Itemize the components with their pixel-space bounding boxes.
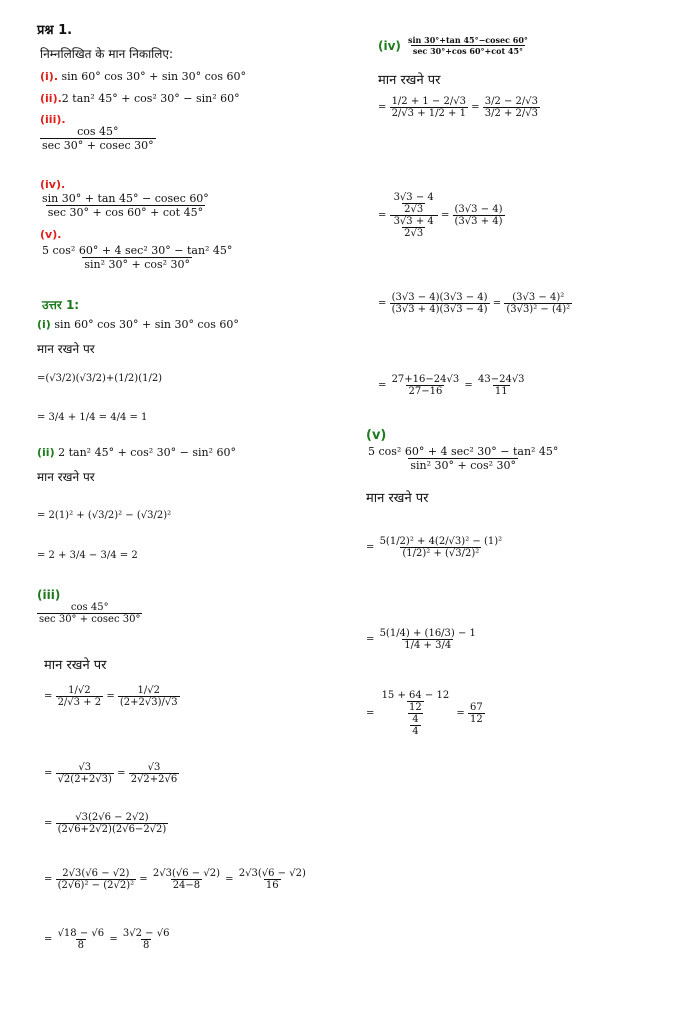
answer-ii-line xyxy=(37,446,236,459)
answer-iv-step2: = $\frac{\frac{3√3 - 4}{2√3}}{\frac{3√3 + 4}{2√3}}$ = $\frac{(3√3 - 4)}{(3√3 + 4)}$ xyxy=(378,192,503,239)
answer-v-s2-den: 1/4 + 3/4 xyxy=(404,640,452,651)
answer-ii-step2: = 2 + 3/4 − 3/4 = 2 xyxy=(37,550,138,561)
answer-i-expr: sin 60° cos 30° + sin 30° cos 60° xyxy=(54,318,239,331)
question-iii-fraction xyxy=(40,125,156,152)
question-heading: प्रश्न 1. xyxy=(37,23,73,38)
answer-v-step2: = $\frac{5(1/4) + (16/3) - 1}{1/4 + 3/4}$ xyxy=(366,628,476,651)
answer-v-fraction xyxy=(366,445,560,472)
answer-iv-s2-den-top: 3√3 + 4 xyxy=(393,216,434,227)
answer-iii-s1a: 1/√2 xyxy=(68,685,91,696)
answer-iv-den: sec 30°+cos 60°+cot 45° xyxy=(412,46,524,56)
answer-iii-s4-num-b: 2√3(√6 − √2) xyxy=(152,868,220,879)
answer-v-s1-num: 5(1/2)² + 4(2/√3)² − (1)² xyxy=(379,536,503,547)
question-v-num: 5 cos² 60° + 4 sec² 30° − tan² 45° xyxy=(42,244,233,257)
answer-iii-s5-num-b: 3√2 − √6 xyxy=(122,928,170,939)
answer-i-step1: =(√3/2)(√3/2)+(1/2)(1/2) xyxy=(37,373,163,384)
question-v-den: sin² 30° + cos² 30° xyxy=(84,258,191,271)
answer-iv-s3-den-a: (3√3 + 4)(3√3 − 4) xyxy=(391,304,488,315)
answer-iii-step1: = $\frac{1/√2}{2/√3 + 2}$ = $\frac{1/√2}{(2+2√3)/√3}$ xyxy=(44,685,178,708)
answer-iv-s2-den-bot: 2√3 xyxy=(404,228,424,239)
answer-ii-label: (ii) xyxy=(37,446,55,459)
answer-iii-s2-num-a: √3 xyxy=(78,762,92,773)
answer-iv-s2-rnum: (3√3 − 4) xyxy=(454,204,503,215)
question-ii xyxy=(40,92,240,105)
answer-iii-s3-num: √3(2√6 − 2√2) xyxy=(75,812,149,823)
question-i xyxy=(40,70,246,83)
answer-v-s3-num-bot: 12 xyxy=(409,702,422,713)
answer-iii-s1b: 2/√3 + 2 xyxy=(57,697,102,708)
answer-iv-step1: = $\frac{1/2 + 1 - 2/√3}{2/√3 + 1/2 + 1}$ = $\frac{3/2 - 2/√3}{3/2 + 2/√3}$ xyxy=(378,96,539,119)
answer-iv-step4: = $\frac{27+16-24√3}{27-16}$ = $\frac{43-24√3}{11}$ xyxy=(378,374,525,397)
question-iii-den: sec 30° + cosec 30° xyxy=(42,139,154,152)
answer-iv-s1-num-b: 3/2 − 2/√3 xyxy=(484,96,539,107)
answer-i-line xyxy=(37,318,239,331)
answer-iii-s5-num-a: √18 − √6 xyxy=(57,928,105,939)
answer-iv-s2-rden: (3√3 + 4) xyxy=(454,216,503,227)
answer-v-s2-num: 5(1/4) + (16/3) − 1 xyxy=(379,628,476,639)
answer-iv-s1-den-b: 3/2 + 2/√3 xyxy=(484,108,539,119)
answer-iii-step3: = $\frac{√3(2√6 - 2√2)}{(2√6+2√2)(2√6-2√2)}$ xyxy=(44,812,167,835)
answer-iv-num: sin 30°+tan 45°−cosec 60° xyxy=(408,35,528,45)
answer-v-s3-den-top: 4 xyxy=(412,714,419,725)
answer-iii-s1d: (2+2√3)/√3 xyxy=(119,697,178,708)
question-instruction: निम्नलिखित के मान निकालिए: xyxy=(40,47,174,61)
answer-v-label: (v) xyxy=(366,428,387,443)
answer-iv-s2-num-bot: 2√3 xyxy=(404,204,424,215)
answer-iv-s1-den-a: 2/√3 + 1/2 + 1 xyxy=(391,108,466,119)
answer-iii-label: (iii) xyxy=(37,588,61,602)
answer-i-step2: = 3/4 + 1/4 = 4/4 = 1 xyxy=(37,412,148,423)
answer-i-substitute: मान रखने पर xyxy=(37,342,95,356)
question-i-label: (i). xyxy=(40,70,59,83)
question-iv-fraction xyxy=(40,192,211,219)
question-i-expr: sin 60° cos 30° + sin 30° cos 60° xyxy=(61,70,247,83)
question-v-fraction xyxy=(40,244,234,271)
answer-iv-s2-num-top: 3√3 − 4 xyxy=(393,192,434,203)
answer-ii-step1: = 2(1)² + (√3/2)² − (√3/2)² xyxy=(37,510,172,521)
answer-v-step1: = $\frac{\text{5(1/2)² + 4(2/√3)² − (1)²}}{\text{(1/2)² + (√3/2)²}}$ xyxy=(366,536,503,559)
answer-iv-s4-den-b: 11 xyxy=(494,386,508,397)
answer-iii-step2: = $\frac{√3}{√2(2+2√3)}$ = $\frac{√3}{2√2+2√6}$ xyxy=(44,762,178,785)
answer-iv-s3-num-b: (3√3 − 4)² xyxy=(512,292,565,303)
answer-iii-num: cos 45° xyxy=(70,602,109,613)
answer-v-num: 5 cos² 60° + 4 sec² 30° − tan² 45° xyxy=(368,445,559,458)
answer-heading: उत्तर 1: xyxy=(42,298,80,312)
answer-iii-s2-den-b: 2√2+2√6 xyxy=(130,774,178,785)
answer-iv-s1-num-a: 1/2 + 1 − 2/√3 xyxy=(391,96,466,107)
answer-iii-fraction xyxy=(37,602,142,625)
answer-v-result-num: 67 xyxy=(469,702,483,713)
answer-i-label: (i) xyxy=(37,318,51,331)
answer-iii-s4-num-a: 2√3(√6 − √2) xyxy=(62,868,130,879)
question-iii-label: (iii). xyxy=(40,113,66,126)
answer-iv-s3-den-b: (3√3)² − (4)² xyxy=(506,304,571,315)
answer-iii-den: sec 30° + cosec 30° xyxy=(39,614,141,625)
answer-ii-expr: 2 tan² 45° + cos² 30° − sin² 60° xyxy=(58,446,236,459)
question-ii-expr: 2 tan² 45° + cos² 30° − sin² 60° xyxy=(61,92,240,105)
answer-v-substitute: मान रखने पर xyxy=(366,491,429,506)
answer-iii-s4-den-c: 16 xyxy=(265,880,279,891)
answer-v-result-den: 12 xyxy=(469,714,483,725)
answer-iii-step5: = $\frac{√18 - √6}{8}$ = $\frac{3√2 - √6}{8}$ xyxy=(44,928,170,951)
answer-iii-s3-den: (2√6+2√2)(2√6−2√2) xyxy=(57,824,167,835)
answer-ii-substitute: मान रखने पर xyxy=(37,470,95,484)
question-iv-label: (iv). xyxy=(40,178,66,191)
answer-iii-step4: = $\frac{2√3(√6 - √2)}{\text{(2√6)² − (2√2)²}}$ = $\frac{2√3(√6 - √2)}{24-8}$ = $\frac{2√3(√6 - √2)}{16}$ xyxy=(44,868,306,891)
answer-v-step3: = $\frac{\frac{15 + 64 - 12}{12}}{\frac{4}{4}}$ = $\frac{67}{12}$ xyxy=(366,690,483,737)
answer-iii-substitute: मान रखने पर xyxy=(44,658,107,673)
answer-iv-header xyxy=(378,35,530,56)
answer-iv-s4-num-b: 43−24√3 xyxy=(477,374,525,385)
answer-iv-substitute: मान रखने पर xyxy=(378,73,441,88)
answer-iii-s1c: 1/√2 xyxy=(137,685,160,696)
answer-iii-s5-den-b: 8 xyxy=(142,940,150,951)
answer-iii-s5-den-a: 8 xyxy=(77,940,85,951)
question-v-label: (v). xyxy=(40,228,62,241)
answer-v-s3-den-bot: 4 xyxy=(412,726,419,737)
answer-v-s1-den: (1/2)² + (√3/2)² xyxy=(402,548,480,559)
answer-iv-label: (iv) xyxy=(378,39,401,53)
answer-iv-step3: = $\frac{(3√3 - 4)(3√3 - 4)}{(3√3 + 4)(3√3 - 4)}$ = $\frac{\text{(3√3 − 4)²}}{\text{(3√3)² − (4)²}}$ xyxy=(378,292,571,315)
question-ii-label: (ii). xyxy=(40,92,62,105)
answer-v-den: sin² 30° + cos² 30° xyxy=(410,459,517,472)
question-iv-den: sec 30° + cos 60° + cot 45° xyxy=(47,206,204,219)
answer-iv-s4-den-a: 27−16 xyxy=(408,386,443,397)
answer-iii-s2-den-a: √2(2+2√3) xyxy=(57,774,112,785)
answer-iv-s4-num-a: 27+16−24√3 xyxy=(391,374,460,385)
question-iii-num: cos 45° xyxy=(77,125,119,138)
answer-v-s3-num-top: 15 + 64 − 12 xyxy=(381,690,450,701)
answer-iii-s4-num-c: 2√3(√6 − √2) xyxy=(238,868,306,879)
answer-iv-s3-num-a: (3√3 − 4)(3√3 − 4) xyxy=(391,292,488,303)
answer-iii-s2-num-b: √3 xyxy=(147,762,161,773)
question-iv-num: sin 30° + tan 45° − cosec 60° xyxy=(42,192,209,205)
answer-iii-s4-den-b: 24−8 xyxy=(172,880,201,891)
answer-iii-s4-den-a: (2√6)² − (2√2)² xyxy=(57,880,135,891)
